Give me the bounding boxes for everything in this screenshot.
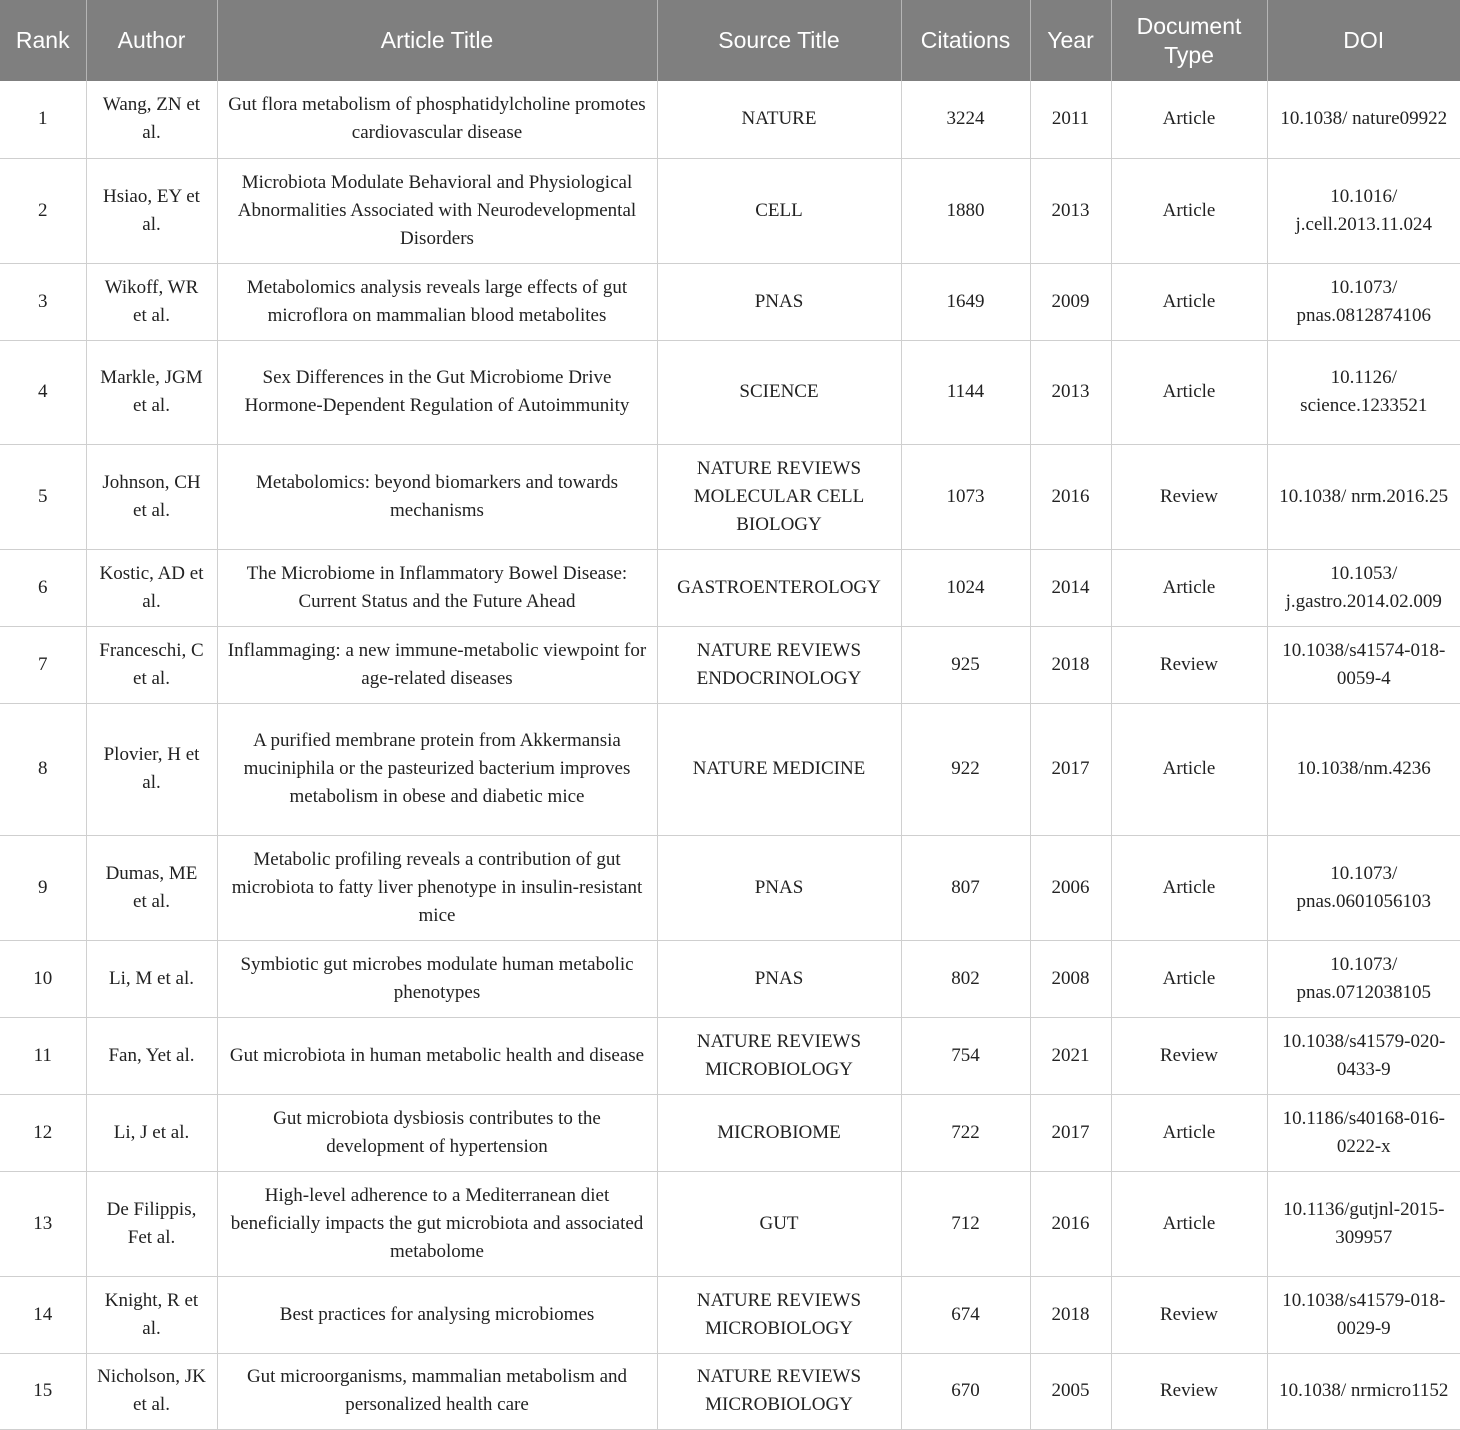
header-doi: DOI — [1267, 0, 1460, 81]
cell-citations: 712 — [901, 1171, 1030, 1276]
cell-article-title: Gut microbiota dysbiosis contributes to the development of hypertension — [217, 1094, 657, 1171]
cell-article-title: Metabolomics analysis reveals large effects of gut microflora on mammalian blood metabolites — [217, 263, 657, 340]
cell-year: 2016 — [1030, 1171, 1111, 1276]
header-row — [0, 0, 1460, 81]
cell-article-title: Metabolic profiling reveals a contribution of gut microbiota to fatty liver phenotype in insulin-resistant mice — [217, 835, 657, 940]
cell-doi: 10.1073/ pnas.0601056103 — [1267, 835, 1460, 940]
cell-doi: 10.1038/nm.4236 — [1267, 703, 1460, 835]
cell-year: 2014 — [1030, 549, 1111, 626]
cell-citations: 922 — [901, 703, 1030, 835]
cell-article-title: Microbiota Modulate Behavioral and Physiological Abnormalities Associated with Neurodevelopmental Disorders — [217, 158, 657, 263]
cell-article-title: A purified membrane protein from Akkermansia muciniphila or the pasteurized bacterium improves metabolism in obese and diabetic mice — [217, 703, 657, 835]
cell-doi: 10.1126/ science.1233521 — [1267, 340, 1460, 444]
cell-document-type: Article — [1111, 158, 1267, 263]
table-row — [0, 1017, 1460, 1094]
header-article-title: Article Title — [217, 0, 657, 81]
cell-document-type: Article — [1111, 549, 1267, 626]
cell-rank: 6 — [0, 549, 86, 626]
cell-year: 2018 — [1030, 626, 1111, 703]
cell-citations: 722 — [901, 1094, 1030, 1171]
header-source-title: Source Title — [657, 0, 901, 81]
cell-citations: 1144 — [901, 340, 1030, 444]
cell-author: Wang, ZN et al. — [86, 81, 217, 158]
cell-rank: 3 — [0, 263, 86, 340]
cell-author: Fan, Yet al. — [86, 1017, 217, 1094]
cell-document-type: Review — [1111, 1017, 1267, 1094]
cell-author: Johnson, CH et al. — [86, 444, 217, 549]
cell-source-title: NATURE REVIEWS MICROBIOLOGY — [657, 1276, 901, 1353]
cell-author: Li, J et al. — [86, 1094, 217, 1171]
header-rank: Rank — [0, 0, 86, 81]
cell-author: Dumas, ME et al. — [86, 835, 217, 940]
cell-citations: 807 — [901, 835, 1030, 940]
cell-source-title: PNAS — [657, 835, 901, 940]
cell-doi: 10.1038/s41579-020-0433-9 — [1267, 1017, 1460, 1094]
cell-year: 2009 — [1030, 263, 1111, 340]
cell-author: De Filippis, Fet al. — [86, 1171, 217, 1276]
cell-source-title: NATURE MEDICINE — [657, 703, 901, 835]
cell-document-type: Article — [1111, 1094, 1267, 1171]
cell-doi: 10.1038/ nature09922 — [1267, 81, 1460, 158]
cell-citations: 1073 — [901, 444, 1030, 549]
table-row — [0, 340, 1460, 444]
cell-rank: 1 — [0, 81, 86, 158]
header-year: Year — [1030, 0, 1111, 81]
table-row — [0, 158, 1460, 263]
table-row — [0, 835, 1460, 940]
cell-article-title: The Microbiome in Inflammatory Bowel Disease: Current Status and the Future Ahead — [217, 549, 657, 626]
header-citations: Citations — [901, 0, 1030, 81]
cell-citations: 3224 — [901, 81, 1030, 158]
table-row — [0, 1276, 1460, 1353]
table-row — [0, 626, 1460, 703]
cell-rank: 4 — [0, 340, 86, 444]
cell-year: 2017 — [1030, 703, 1111, 835]
cell-source-title: MICROBIOME — [657, 1094, 901, 1171]
cell-source-title: GUT — [657, 1171, 901, 1276]
cell-doi: 10.1186/s40168-016-0222-x — [1267, 1094, 1460, 1171]
cell-citations: 674 — [901, 1276, 1030, 1353]
cell-doi: 10.1038/ nrmicro1152 — [1267, 1353, 1460, 1429]
cell-document-type: Article — [1111, 940, 1267, 1017]
cell-article-title: High-level adherence to a Mediterranean diet beneficially impacts the gut microbiota and associated metabolome — [217, 1171, 657, 1276]
cell-citations: 1880 — [901, 158, 1030, 263]
cell-article-title: Gut flora metabolism of phosphatidylcholine promotes cardiovascular disease — [217, 81, 657, 158]
table-row — [0, 1171, 1460, 1276]
cell-citations: 1649 — [901, 263, 1030, 340]
cell-source-title: SCIENCE — [657, 340, 901, 444]
cell-rank: 14 — [0, 1276, 86, 1353]
cell-source-title: CELL — [657, 158, 901, 263]
cell-document-type: Article — [1111, 263, 1267, 340]
cell-article-title: Gut microbiota in human metabolic health and disease — [217, 1017, 657, 1094]
cell-year: 2018 — [1030, 1276, 1111, 1353]
cell-article-title: Metabolomics: beyond biomarkers and towards mechanisms — [217, 444, 657, 549]
cell-year: 2013 — [1030, 158, 1111, 263]
cell-rank: 2 — [0, 158, 86, 263]
table-row — [0, 1094, 1460, 1171]
table-row — [0, 444, 1460, 549]
cell-doi: 10.1016/ j.cell.2013.11.024 — [1267, 158, 1460, 263]
cell-year: 2006 — [1030, 835, 1111, 940]
cell-year: 2011 — [1030, 81, 1111, 158]
cell-document-type: Article — [1111, 340, 1267, 444]
header-document-type: Document Type — [1111, 0, 1267, 81]
cell-rank: 9 — [0, 835, 86, 940]
cell-citations: 802 — [901, 940, 1030, 1017]
cell-author: Plovier, H et al. — [86, 703, 217, 835]
cell-article-title: Inflammaging: a new immune-metabolic viewpoint for age-related diseases — [217, 626, 657, 703]
cell-source-title: GASTROENTEROLOGY — [657, 549, 901, 626]
cell-citations: 925 — [901, 626, 1030, 703]
cell-rank: 10 — [0, 940, 86, 1017]
cell-source-title: NATURE REVIEWS MICROBIOLOGY — [657, 1017, 901, 1094]
cell-citations: 670 — [901, 1353, 1030, 1429]
cell-source-title: NATURE REVIEWS ENDOCRINOLOGY — [657, 626, 901, 703]
cell-author: Knight, R et al. — [86, 1276, 217, 1353]
cell-article-title: Best practices for analysing microbiomes — [217, 1276, 657, 1353]
cell-doi: 10.1038/ nrm.2016.25 — [1267, 444, 1460, 549]
cell-rank: 7 — [0, 626, 86, 703]
cell-doi: 10.1073/ pnas.0712038105 — [1267, 940, 1460, 1017]
cell-document-type: Article — [1111, 835, 1267, 940]
cell-year: 2008 — [1030, 940, 1111, 1017]
cell-doi: 10.1038/s41579-018-0029-9 — [1267, 1276, 1460, 1353]
cell-document-type: Article — [1111, 703, 1267, 835]
table-row — [0, 81, 1460, 158]
cell-document-type: Review — [1111, 626, 1267, 703]
table-row — [0, 263, 1460, 340]
cell-article-title: Symbiotic gut microbes modulate human metabolic phenotypes — [217, 940, 657, 1017]
cell-author: Nicholson, JK et al. — [86, 1353, 217, 1429]
cell-document-type: Review — [1111, 1353, 1267, 1429]
cell-source-title: PNAS — [657, 263, 901, 340]
cell-year: 2013 — [1030, 340, 1111, 444]
cell-citations: 1024 — [901, 549, 1030, 626]
cell-rank: 5 — [0, 444, 86, 549]
cell-rank: 12 — [0, 1094, 86, 1171]
cell-source-title: NATURE REVIEWS MOLECULAR CELL BIOLOGY — [657, 444, 901, 549]
cell-document-type: Article — [1111, 81, 1267, 158]
cell-document-type: Review — [1111, 444, 1267, 549]
cell-author: Li, M et al. — [86, 940, 217, 1017]
cell-source-title: NATURE — [657, 81, 901, 158]
cell-year: 2016 — [1030, 444, 1111, 549]
cell-year: 2021 — [1030, 1017, 1111, 1094]
cell-doi: 10.1073/ pnas.0812874106 — [1267, 263, 1460, 340]
cell-doi: 10.1136/gutjnl-2015-309957 — [1267, 1171, 1460, 1276]
cell-author: Markle, JGM et al. — [86, 340, 217, 444]
cell-author: Kostic, AD et al. — [86, 549, 217, 626]
cell-article-title: Sex Differences in the Gut Microbiome Drive Hormone-Dependent Regulation of Autoimmunity — [217, 340, 657, 444]
cell-source-title: NATURE REVIEWS MICROBIOLOGY — [657, 1353, 901, 1429]
header-author: Author — [86, 0, 217, 81]
cell-doi: 10.1053/ j.gastro.2014.02.009 — [1267, 549, 1460, 626]
cell-doi: 10.1038/s41574-018-0059-4 — [1267, 626, 1460, 703]
cell-author: Wikoff, WR et al. — [86, 263, 217, 340]
cell-citations: 754 — [901, 1017, 1030, 1094]
cell-document-type: Article — [1111, 1171, 1267, 1276]
table-row — [0, 703, 1460, 835]
cell-source-title: PNAS — [657, 940, 901, 1017]
table-row — [0, 940, 1460, 1017]
cell-year: 2005 — [1030, 1353, 1111, 1429]
cell-article-title: Gut microorganisms, mammalian metabolism and personalized health care — [217, 1353, 657, 1429]
cell-rank: 8 — [0, 703, 86, 835]
cell-rank: 11 — [0, 1017, 86, 1094]
cell-rank: 13 — [0, 1171, 86, 1276]
cell-year: 2017 — [1030, 1094, 1111, 1171]
table-row — [0, 1353, 1460, 1429]
cell-author: Franceschi, C et al. — [86, 626, 217, 703]
cell-author: Hsiao, EY et al. — [86, 158, 217, 263]
cell-document-type: Review — [1111, 1276, 1267, 1353]
table-row — [0, 549, 1460, 626]
cell-rank: 15 — [0, 1353, 86, 1429]
